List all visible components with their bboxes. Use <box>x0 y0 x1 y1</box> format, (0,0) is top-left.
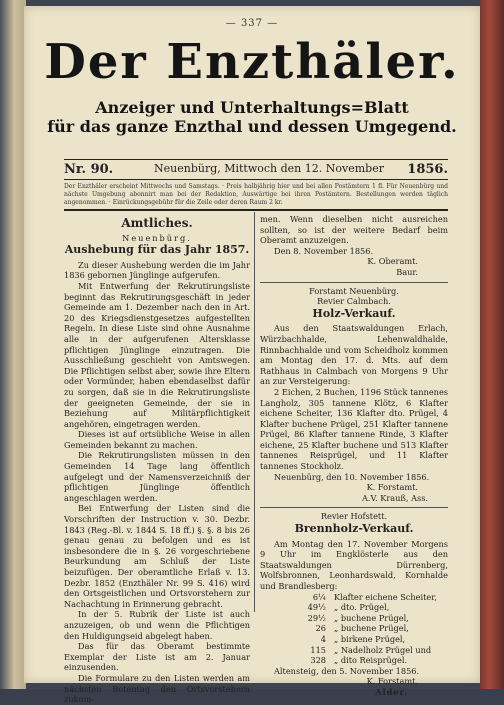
row-desc: „ Nadelholz Prügel und <box>334 644 432 655</box>
divider <box>260 507 448 508</box>
issue-number: Nr. 90. <box>64 162 114 177</box>
row-qty: 4 <box>320 633 326 644</box>
row-desc: „ dto. Prügel, <box>334 602 390 613</box>
article-paragraph: Das für das Oberamt bestimmte Exemplar der Liste ist am 2. Januar einzusenden. <box>64 641 250 673</box>
issue-rule <box>64 179 448 180</box>
hof-date: Altensteig, den 5. November 1856. <box>274 665 420 676</box>
table-row <box>288 623 448 634</box>
row-qty: 6¼ <box>312 591 326 602</box>
table-row <box>288 592 448 603</box>
continued-date: Den 8. November 1856. <box>274 245 374 256</box>
notice-rule <box>64 209 448 211</box>
article-paragraph: Die Formulare zu den Listen werden am nächsten Botentag den Ortsvorstehern zukom- <box>64 672 250 705</box>
row-desc: „ birkene Prügel, <box>334 633 406 644</box>
forst-signature-office: K. Forstamt. <box>366 482 418 493</box>
article-paragraph: In der 5. Rubrik der Liste ist auch anzuzeigen, ob und wenn die Pflichtigen den Huldigungseid abgelegt haben. <box>64 609 250 641</box>
issue-bar <box>64 162 448 178</box>
article-paragraph: Bei Entwerfung der Listen sind die Vorschriften der Instruction v. 30. Dezbr. 1843 (Reg.-Bl. v. 1844 S. 18 ff.) §. §. 8 bis 26 genau genau zu befolgen und es ist insbesondere die in §. 26 vorgeschriebene Beurkundung am Schluß der Liste beizufügen. Der oberamtliche Erlaß v. 13. Dezbr. 1852 (Enzthäler Nr. 99 S. 416) wird den Ortsgeistlichen und Ortsvorstehern zur Nachachtung in Erinnerung gebracht. <box>64 503 250 609</box>
row-qty: 29½ <box>307 612 326 623</box>
row-desc: „ buchene Prügel, <box>334 612 409 623</box>
table-row <box>288 634 448 645</box>
masthead-title: Der Enzthäler. <box>44 34 460 90</box>
header-rule <box>64 159 448 160</box>
continued-text: men. Wenn dieselben nicht ausreichen sollten, so ist der weitere Bedarf beim Oberamt anzuzeigen. <box>260 214 448 246</box>
article-heading: Aushebung für das Jahr 1857. <box>64 243 250 257</box>
forst-date: Neuenbürg, den 10. November 1856. <box>274 471 430 482</box>
row-qty: 328 <box>310 655 326 666</box>
page-number: — 337 — <box>225 18 279 29</box>
forst-paragraph: Aus den Staatswaldungen Erlach, Würzbachhalde, Lehenwaldhalde, Rinnbachhalde und vom Scheidholz kommen am Montag den 17. d. Mts. auf dem Rathhaus in Calmbach von Morgens 9 Uhr an zur Versteigerung: <box>260 323 448 387</box>
wood-table <box>288 592 448 666</box>
issue-year: 1856. <box>407 162 448 177</box>
table-row <box>288 645 448 656</box>
row-desc: „ buchene Prügel, <box>334 623 409 634</box>
forst-heading: Holz-Verkauf. <box>312 306 396 320</box>
newspaper-page <box>24 6 480 705</box>
issue-date: Neuenbürg, Mittwoch den 12. November <box>154 162 384 175</box>
forst-paragraph: 2 Eichen, 2 Buchen, 1196 Stück tannenes Langholz, 305 tannene Klötz, 6 Klafter eichene Scheiter, 136 Klafter dto. Prügel, 4 Klafter buchene Prügel, 251 Klafter tannene Prügel, 86 Klafter tannene Rinde, 3 Klafter eichene, 25 Klafter buchene und 513 Klafter tannenes Reisprügel, und 11 Klafter tannenes Stockholz. <box>260 386 448 472</box>
signature-name: Baur. <box>396 266 418 277</box>
article-paragraph: Zu dieser Aushebung werden die im Jahr 1836 gebornen Jünglinge aufgerufen. <box>64 259 250 281</box>
row-desc: „ dito Reisprügel. <box>334 655 408 666</box>
article-paragraph: Die Rekrutirungslisten müssen in den Gemeinden 14 Tage lang öffentlich aufgelegt und der Namensverzeichniß der pflichtigen Jünglinge öffentlich angeschlagen werden. <box>64 450 250 503</box>
masthead-subtitle: Anzeiger und Unterhaltungs=Blatt <box>95 98 409 117</box>
left-column <box>64 216 250 705</box>
hof-intro: Am Montag den 17. November Morgens 9 Uhr im Engklösterle aus den Staatswaldungen Dürrenberg, Wolfsbronnen, Leonhardswald, Kornhalde und Brandlesberg: <box>260 538 448 591</box>
row-qty: 115 <box>310 644 326 655</box>
article-paragraph: Dieses ist auf ortsübliche Weise in allen Gemeinden bekannt zu machen. <box>64 429 250 450</box>
section-heading: Amtliches. <box>121 216 193 230</box>
article-place: Neuenbürg. <box>122 232 192 243</box>
column-divider <box>254 212 255 612</box>
article-paragraph: Mit Entwerfung der Rekrutirungsliste beginnt das Rekrutirungsgeschäft in jeder Gemeinde am 1. Dezember nach den in Art. 20 des Kriegsdienstgesetzes aufgestellten Regeln. In diese Liste sind ohne Ausnahme alle in der aufgerufenen Altersklasse pflichtigen Jünglinge einzutragen. Die Ausschließung geschieht von Amtswegen. Die Pflichtigen selbst aber, sowie ihre Eltern oder Vormünder, haben ebendaselbst dafür zu sorgen, daß sie in die Rekrutirungsliste der geeigneten Gemeinde, der sie in Beziehung auf Militärpflichtigkeit angehören, eingetragen werden. <box>64 280 250 429</box>
row-qty: 26 <box>315 623 326 634</box>
left-page-edge <box>0 0 26 689</box>
row-qty: 49½ <box>307 602 326 613</box>
table-row <box>288 613 448 624</box>
forst-revier: Revier Calmbach. <box>317 296 391 307</box>
forst-signature-name: A.V. Krauß, Ass. <box>362 492 428 503</box>
divider <box>260 282 448 283</box>
hof-signature-name: Alder. <box>375 686 408 697</box>
subscription-notice: Der Enzthäler erscheint Mittwochs und Samstags. · Preis halbjährig hier und bei allen Postämtern 1 fl. Für Neuenbürg und nächste Umgebung abonnirt man bei der Redaktion, Auswärtige bei ihren Postämtern. Bestellungen werden täglich angenommen. · Einrückungsgebühr für die Zeile oder deren Raum 2 kr. <box>64 183 448 206</box>
book-spine <box>480 0 504 689</box>
forst-place: Forstamt Neuenbürg. <box>309 285 399 296</box>
hof-signature-office: K. Forstamt. <box>366 676 418 687</box>
hof-heading: Brennholz-Verkauf. <box>294 522 414 536</box>
table-row <box>288 602 448 613</box>
table-row <box>288 655 448 666</box>
right-column <box>260 214 448 698</box>
row-desc: Klafter eichene Scheiter, <box>334 591 437 602</box>
masthead-subtitle-2: für das ganze Enzthal und dessen Umgegend. <box>47 117 457 136</box>
signature-office: K. Oberamt. <box>367 256 418 267</box>
hof-revier: Revier Hofstett. <box>320 511 388 522</box>
